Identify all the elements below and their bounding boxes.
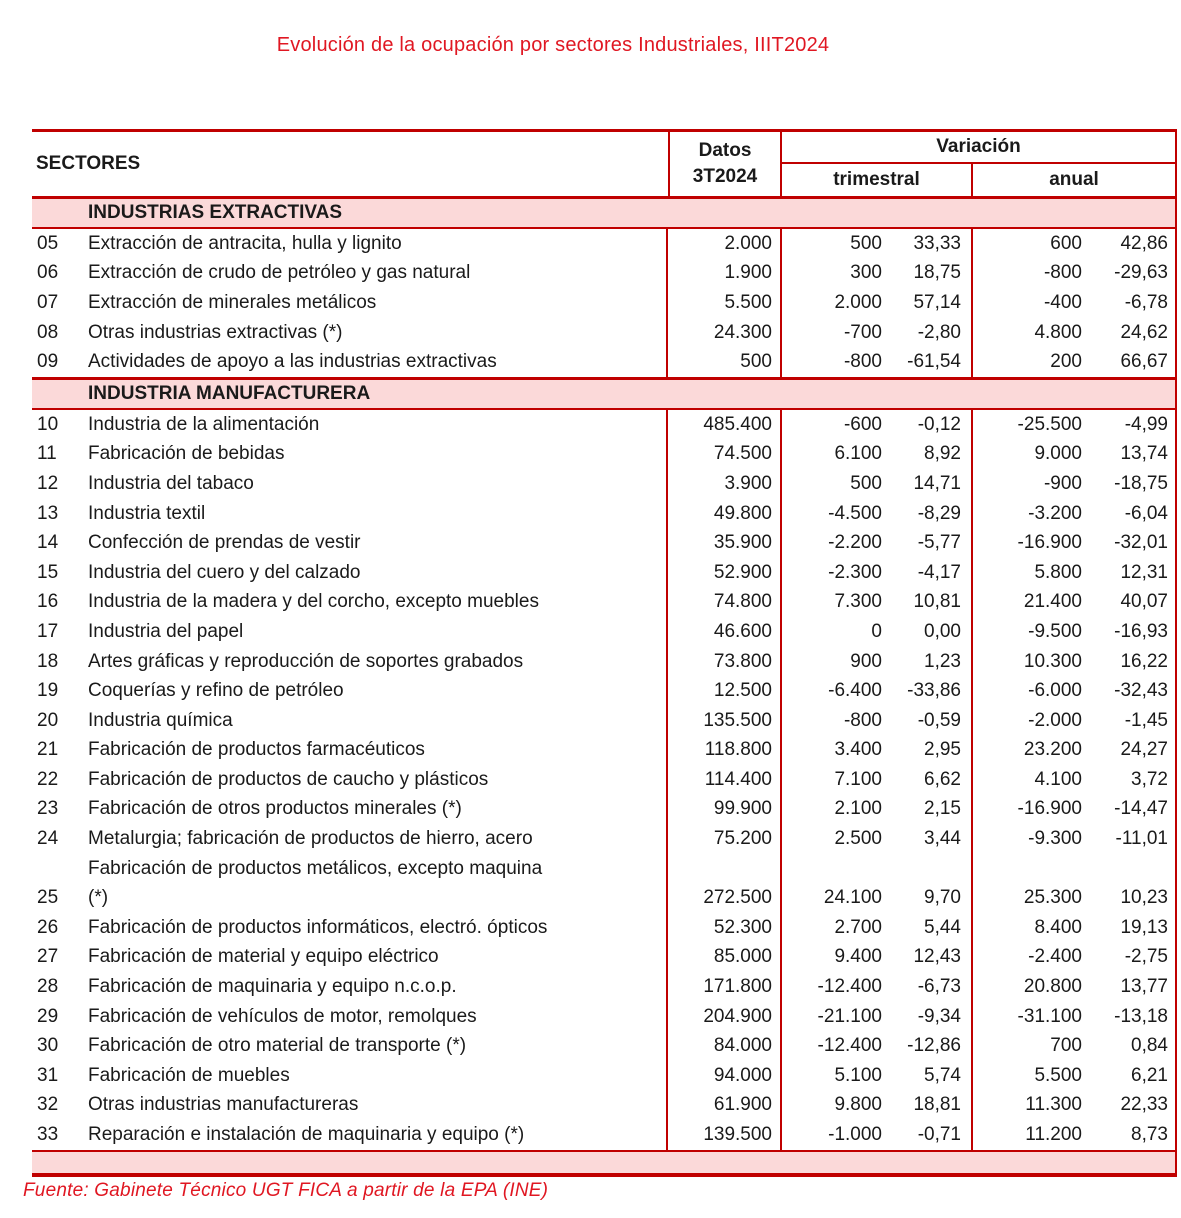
sector-code: 30 <box>37 1035 59 1057</box>
anual-pct: -13,18 <box>1092 1002 1177 1032</box>
trimestral-pct: -9,34 <box>892 1002 973 1032</box>
table-row <box>32 318 1177 348</box>
table-row <box>32 1091 1177 1121</box>
anual-pct: -6,78 <box>1092 288 1177 318</box>
trimestral-pct: -2,80 <box>892 318 973 348</box>
trimestral-pct: 2,95 <box>892 736 973 766</box>
sectors-table <box>32 129 1177 1177</box>
datos-value: 139.500 <box>668 1120 782 1150</box>
table-row <box>32 528 1177 558</box>
datos-value: 49.800 <box>668 499 782 529</box>
trimestral-pct <box>892 854 973 884</box>
datos-value: 84.000 <box>668 1031 782 1061</box>
table-body <box>32 196 1177 1150</box>
datos-value: 272.500 <box>668 883 782 913</box>
col-header-anual: anual <box>973 164 1177 196</box>
anual-abs: 4.800 <box>1034 321 1082 343</box>
datos-value: 52.300 <box>668 913 782 943</box>
col-header-datos-line1: Datos <box>698 140 752 161</box>
table-row <box>32 676 1177 706</box>
anual-pct: -1,45 <box>1092 706 1177 736</box>
trimestral-abs: -700 <box>843 321 882 343</box>
anual-abs: 10.300 <box>1023 650 1082 672</box>
anual-pct: 6,21 <box>1092 1061 1177 1091</box>
table-row <box>32 706 1177 736</box>
sector-code: 31 <box>37 1064 59 1086</box>
col-header-datos <box>668 132 782 196</box>
sector-code: 17 <box>37 620 59 642</box>
sector-label: Fabricación de muebles <box>88 1061 668 1091</box>
anual-pct: -16,93 <box>1092 617 1177 647</box>
sector-label: Extracción de crudo de petróleo y gas natural <box>88 259 668 289</box>
datos-value: 99.900 <box>668 795 782 825</box>
sector-code: 19 <box>37 680 59 702</box>
col-header-trimestral: trimestral <box>782 164 973 196</box>
trimestral-pct: -4,17 <box>892 558 973 588</box>
table-row <box>32 1002 1177 1032</box>
anual-pct: 3,72 <box>1092 765 1177 795</box>
anual-pct: 16,22 <box>1092 647 1177 677</box>
sector-label: Fabricación de vehículos de motor, remolques <box>88 1002 668 1032</box>
table-row <box>32 883 1177 913</box>
trimestral-pct: 0,00 <box>892 617 973 647</box>
trimestral-pct: 10,81 <box>892 588 973 618</box>
sector-code <box>32 854 88 884</box>
sector-code: 10 <box>37 413 59 435</box>
trimestral-pct: -61,54 <box>892 347 973 377</box>
trimestral-pct: 9,70 <box>892 883 973 913</box>
anual-abs: -6.000 <box>1028 680 1082 702</box>
section-header: INDUSTRIAS EXTRACTIVAS <box>32 196 1177 229</box>
anual-pct: 42,86 <box>1092 229 1177 259</box>
table-row <box>32 558 1177 588</box>
sector-code: 28 <box>37 976 59 998</box>
anual-abs: -9.300 <box>1028 828 1082 850</box>
sector-code: 07 <box>37 291 59 313</box>
sector-label: (*) <box>88 883 668 913</box>
datos-value: 35.900 <box>668 528 782 558</box>
trimestral-abs: 300 <box>850 262 882 284</box>
sector-label: Otras industrias manufactureras <box>88 1091 668 1121</box>
datos-value <box>668 854 782 884</box>
col-header-datos-line2: 3T2024 <box>692 166 758 187</box>
anual-pct: -29,63 <box>1092 259 1177 289</box>
sector-label: Fabricación de otro material de transporte (*) <box>88 1031 668 1061</box>
trimestral-pct: 5,74 <box>892 1061 973 1091</box>
table-row <box>32 943 1177 973</box>
trimestral-abs: 2.500 <box>834 828 882 850</box>
trimestral-pct: 57,14 <box>892 288 973 318</box>
table-row <box>32 972 1177 1002</box>
anual-abs: 25.300 <box>1023 887 1082 909</box>
sector-label: Fabricación de productos farmacéuticos <box>88 736 668 766</box>
datos-value: 3.900 <box>668 469 782 499</box>
table-row <box>32 410 1177 440</box>
table-header <box>32 129 1177 196</box>
anual-abs: 5.500 <box>1034 1064 1082 1086</box>
sector-label: Fabricación de productos informáticos, electró. ópticos <box>88 913 668 943</box>
datos-value: 114.400 <box>668 765 782 795</box>
anual-abs: -31.100 <box>1017 1005 1082 1027</box>
trimestral-pct: 12,43 <box>892 943 973 973</box>
table-row <box>32 499 1177 529</box>
sector-code: 09 <box>37 351 59 373</box>
datos-value: 171.800 <box>668 972 782 1002</box>
trimestral-abs: 2.000 <box>834 291 882 313</box>
trimestral-pct: 5,44 <box>892 913 973 943</box>
page <box>0 34 1181 1218</box>
anual-pct: -14,47 <box>1092 795 1177 825</box>
anual-abs: -25.500 <box>1017 413 1082 435</box>
sector-code: 29 <box>37 1005 59 1027</box>
trimestral-abs: -12.400 <box>817 1035 882 1057</box>
trimestral-pct: 6,62 <box>892 765 973 795</box>
datos-value: 485.400 <box>668 410 782 440</box>
table-row <box>32 913 1177 943</box>
sector-label: Industria de la alimentación <box>88 410 668 440</box>
anual-abs: 23.200 <box>1023 739 1082 761</box>
sector-label: Reparación e instalación de maquinaria y equipo (*) <box>88 1120 668 1150</box>
datos-value: 46.600 <box>668 617 782 647</box>
table-row <box>32 1031 1177 1061</box>
datos-value: 94.000 <box>668 1061 782 1091</box>
anual-pct: -11,01 <box>1092 824 1177 854</box>
sector-label: Fabricación de material y equipo eléctrico <box>88 943 668 973</box>
sector-code: 20 <box>37 709 59 731</box>
trimestral-abs: 7.300 <box>834 591 882 613</box>
trimestral-abs <box>782 854 892 884</box>
sector-label: Coquerías y refino de petróleo <box>88 676 668 706</box>
trimestral-abs: -21.100 <box>817 1005 882 1027</box>
sector-code: 15 <box>37 561 59 583</box>
anual-abs: -2.400 <box>1028 946 1082 968</box>
sector-label: Fabricación de bebidas <box>88 440 668 470</box>
sector-code: 33 <box>37 1124 59 1146</box>
anual-abs: -3.200 <box>1028 502 1082 524</box>
anual-pct: 0,84 <box>1092 1031 1177 1061</box>
trimestral-pct: 3,44 <box>892 824 973 854</box>
trimestral-abs: -800 <box>843 351 882 373</box>
trimestral-abs: 2.700 <box>834 916 882 938</box>
datos-value: 118.800 <box>668 736 782 766</box>
table-row <box>32 1061 1177 1091</box>
sector-code: 05 <box>37 232 59 254</box>
trimestral-pct: 33,33 <box>892 229 973 259</box>
anual-abs: 11.200 <box>1025 1124 1082 1146</box>
datos-value: 500 <box>668 347 782 377</box>
datos-value: 5.500 <box>668 288 782 318</box>
col-header-variacion: Variación <box>782 132 1177 164</box>
datos-value: 74.800 <box>668 588 782 618</box>
sector-label: Actividades de apoyo a las industrias extractivas <box>88 347 668 377</box>
datos-value: 52.900 <box>668 558 782 588</box>
table-row <box>32 824 1177 854</box>
table-bottom-band <box>32 1150 1177 1177</box>
table-row <box>32 854 1177 884</box>
sector-code: 14 <box>37 532 59 554</box>
anual-abs: -800 <box>1043 262 1082 284</box>
table-row <box>32 229 1177 259</box>
trimestral-pct: -33,86 <box>892 676 973 706</box>
anual-pct: 40,07 <box>1092 588 1177 618</box>
anual-pct: 19,13 <box>1092 913 1177 943</box>
sector-label: Industria química <box>88 706 668 736</box>
anual-abs: 5.800 <box>1034 561 1082 583</box>
trimestral-pct: 18,75 <box>892 259 973 289</box>
sector-label: Fabricación de productos metálicos, excepto maquina <box>88 854 668 884</box>
sector-code: 32 <box>37 1094 59 1116</box>
anual-abs: -900 <box>1043 472 1082 494</box>
sector-label: Extracción de antracita, hulla y lignito <box>88 229 668 259</box>
sector-code: 24 <box>37 828 59 850</box>
trimestral-abs: 24.100 <box>823 887 882 909</box>
anual-abs: 8.400 <box>1034 916 1082 938</box>
sector-label: Industria del cuero y del calzado <box>88 558 668 588</box>
anual-pct: 10,23 <box>1092 883 1177 913</box>
trimestral-pct: -5,77 <box>892 528 973 558</box>
trimestral-abs: -4.500 <box>828 502 882 524</box>
sector-label: Fabricación de otros productos minerales (*) <box>88 795 668 825</box>
table-row <box>32 347 1177 377</box>
anual-abs: -400 <box>1043 291 1082 313</box>
datos-value: 75.200 <box>668 824 782 854</box>
page-title: Evolución de la ocupación por sectores Industriales, IIIT2024 <box>276 34 830 56</box>
sector-code: 22 <box>37 768 59 790</box>
trimestral-abs: 9.400 <box>834 946 882 968</box>
anual-pct: -2,75 <box>1092 943 1177 973</box>
sector-label: Artes gráficas y reproducción de soportes grabados <box>88 647 668 677</box>
anual-abs: 600 <box>1050 232 1082 254</box>
anual-abs: -16.900 <box>1017 532 1082 554</box>
anual-abs: 11.300 <box>1025 1094 1082 1116</box>
sector-code: 08 <box>37 321 59 343</box>
table-row <box>32 647 1177 677</box>
sector-code: 18 <box>37 650 59 672</box>
anual-abs: 4.100 <box>1034 768 1082 790</box>
sector-code: 21 <box>37 739 59 761</box>
trimestral-pct: 18,81 <box>892 1091 973 1121</box>
datos-value: 85.000 <box>668 943 782 973</box>
sector-label: Industria del papel <box>88 617 668 647</box>
anual-abs: 21.400 <box>1023 591 1082 613</box>
source-note: Fuente: Gabinete Técnico UGT FICA a partir de la EPA (INE) <box>23 1180 549 1201</box>
sector-label: Metalurgia; fabricación de productos de hierro, acero <box>88 824 668 854</box>
datos-value: 74.500 <box>668 440 782 470</box>
trimestral-pct: -6,73 <box>892 972 973 1002</box>
table-row <box>32 1120 1177 1150</box>
anual-pct: 12,31 <box>1092 558 1177 588</box>
trimestral-pct: 2,15 <box>892 795 973 825</box>
anual-abs: 700 <box>1050 1035 1082 1057</box>
col-header-sectores: SECTORES <box>36 153 141 174</box>
sector-label: Industria del tabaco <box>88 469 668 499</box>
trimestral-pct: 8,92 <box>892 440 973 470</box>
trimestral-abs: 2.100 <box>834 798 882 820</box>
anual-abs: 20.800 <box>1023 976 1082 998</box>
sector-code: 12 <box>37 472 59 494</box>
trimestral-pct: -0,71 <box>892 1120 973 1150</box>
table-row <box>32 765 1177 795</box>
datos-value: 12.500 <box>668 676 782 706</box>
trimestral-abs: -12.400 <box>817 976 882 998</box>
sector-label: Otras industrias extractivas (*) <box>88 318 668 348</box>
table-row <box>32 736 1177 766</box>
trimestral-abs: 500 <box>850 232 882 254</box>
anual-pct: -4,99 <box>1092 410 1177 440</box>
sector-code: 27 <box>37 946 59 968</box>
trimestral-abs: -800 <box>843 709 882 731</box>
sector-label: Extracción de minerales metálicos <box>88 288 668 318</box>
trimestral-abs: 0 <box>871 620 882 642</box>
datos-value: 204.900 <box>668 1002 782 1032</box>
table-row <box>32 795 1177 825</box>
sector-code: 13 <box>37 502 59 524</box>
anual-pct <box>1092 854 1177 884</box>
trimestral-pct: 1,23 <box>892 647 973 677</box>
trimestral-abs: 5.100 <box>834 1064 882 1086</box>
sector-code: 06 <box>37 262 59 284</box>
anual-pct: 24,27 <box>1092 736 1177 766</box>
trimestral-abs: 900 <box>850 650 882 672</box>
datos-value: 135.500 <box>668 706 782 736</box>
trimestral-abs: 6.100 <box>834 443 882 465</box>
anual-abs: -16.900 <box>1017 798 1082 820</box>
trimestral-abs: 500 <box>850 472 882 494</box>
anual-abs: -2.000 <box>1028 709 1082 731</box>
trimestral-abs: -1.000 <box>828 1124 882 1146</box>
sector-code: 23 <box>37 798 59 820</box>
trimestral-pct: -0,59 <box>892 706 973 736</box>
table-row <box>32 588 1177 618</box>
sector-label: Industria textil <box>88 499 668 529</box>
anual-pct: -32,43 <box>1092 676 1177 706</box>
trimestral-abs: 3.400 <box>834 739 882 761</box>
trimestral-pct: -12,86 <box>892 1031 973 1061</box>
anual-pct: 22,33 <box>1092 1091 1177 1121</box>
table-row <box>32 288 1177 318</box>
table-row <box>32 469 1177 499</box>
anual-pct: 13,74 <box>1092 440 1177 470</box>
anual-pct: 13,77 <box>1092 972 1177 1002</box>
trimestral-abs: -6.400 <box>828 680 882 702</box>
datos-value: 24.300 <box>668 318 782 348</box>
sector-label: Confección de prendas de vestir <box>88 528 668 558</box>
sector-code: 16 <box>37 591 59 613</box>
trimestral-pct: -0,12 <box>892 410 973 440</box>
datos-value: 2.000 <box>668 229 782 259</box>
table-row <box>32 259 1177 289</box>
trimestral-abs: 9.800 <box>834 1094 882 1116</box>
anual-pct: -6,04 <box>1092 499 1177 529</box>
table-row <box>32 440 1177 470</box>
anual-abs <box>973 854 1092 884</box>
anual-abs: 9.000 <box>1034 443 1082 465</box>
anual-pct: 24,62 <box>1092 318 1177 348</box>
datos-value: 61.900 <box>668 1091 782 1121</box>
sector-label: Industria de la madera y del corcho, excepto muebles <box>88 588 668 618</box>
trimestral-pct: -8,29 <box>892 499 973 529</box>
anual-pct: 66,67 <box>1092 347 1177 377</box>
datos-value: 73.800 <box>668 647 782 677</box>
datos-value: 1.900 <box>668 259 782 289</box>
trimestral-abs: -600 <box>843 413 882 435</box>
anual-abs: -9.500 <box>1028 620 1082 642</box>
sector-code: 11 <box>37 443 57 465</box>
table-row <box>32 617 1177 647</box>
sector-code: 26 <box>37 916 59 938</box>
anual-abs: 200 <box>1050 351 1082 373</box>
sector-code: 25 <box>37 887 59 909</box>
anual-pct: -18,75 <box>1092 469 1177 499</box>
sector-label: Fabricación de productos de caucho y plásticos <box>88 765 668 795</box>
section-header: INDUSTRIA MANUFACTURERA <box>32 377 1177 410</box>
trimestral-abs: 7.100 <box>834 768 882 790</box>
trimestral-abs: -2.200 <box>828 532 882 554</box>
trimestral-pct: 14,71 <box>892 469 973 499</box>
anual-pct: 8,73 <box>1092 1120 1177 1150</box>
anual-pct: -32,01 <box>1092 528 1177 558</box>
trimestral-abs: -2.300 <box>828 561 882 583</box>
sector-label: Fabricación de maquinaria y equipo n.c.o.p. <box>88 972 668 1002</box>
